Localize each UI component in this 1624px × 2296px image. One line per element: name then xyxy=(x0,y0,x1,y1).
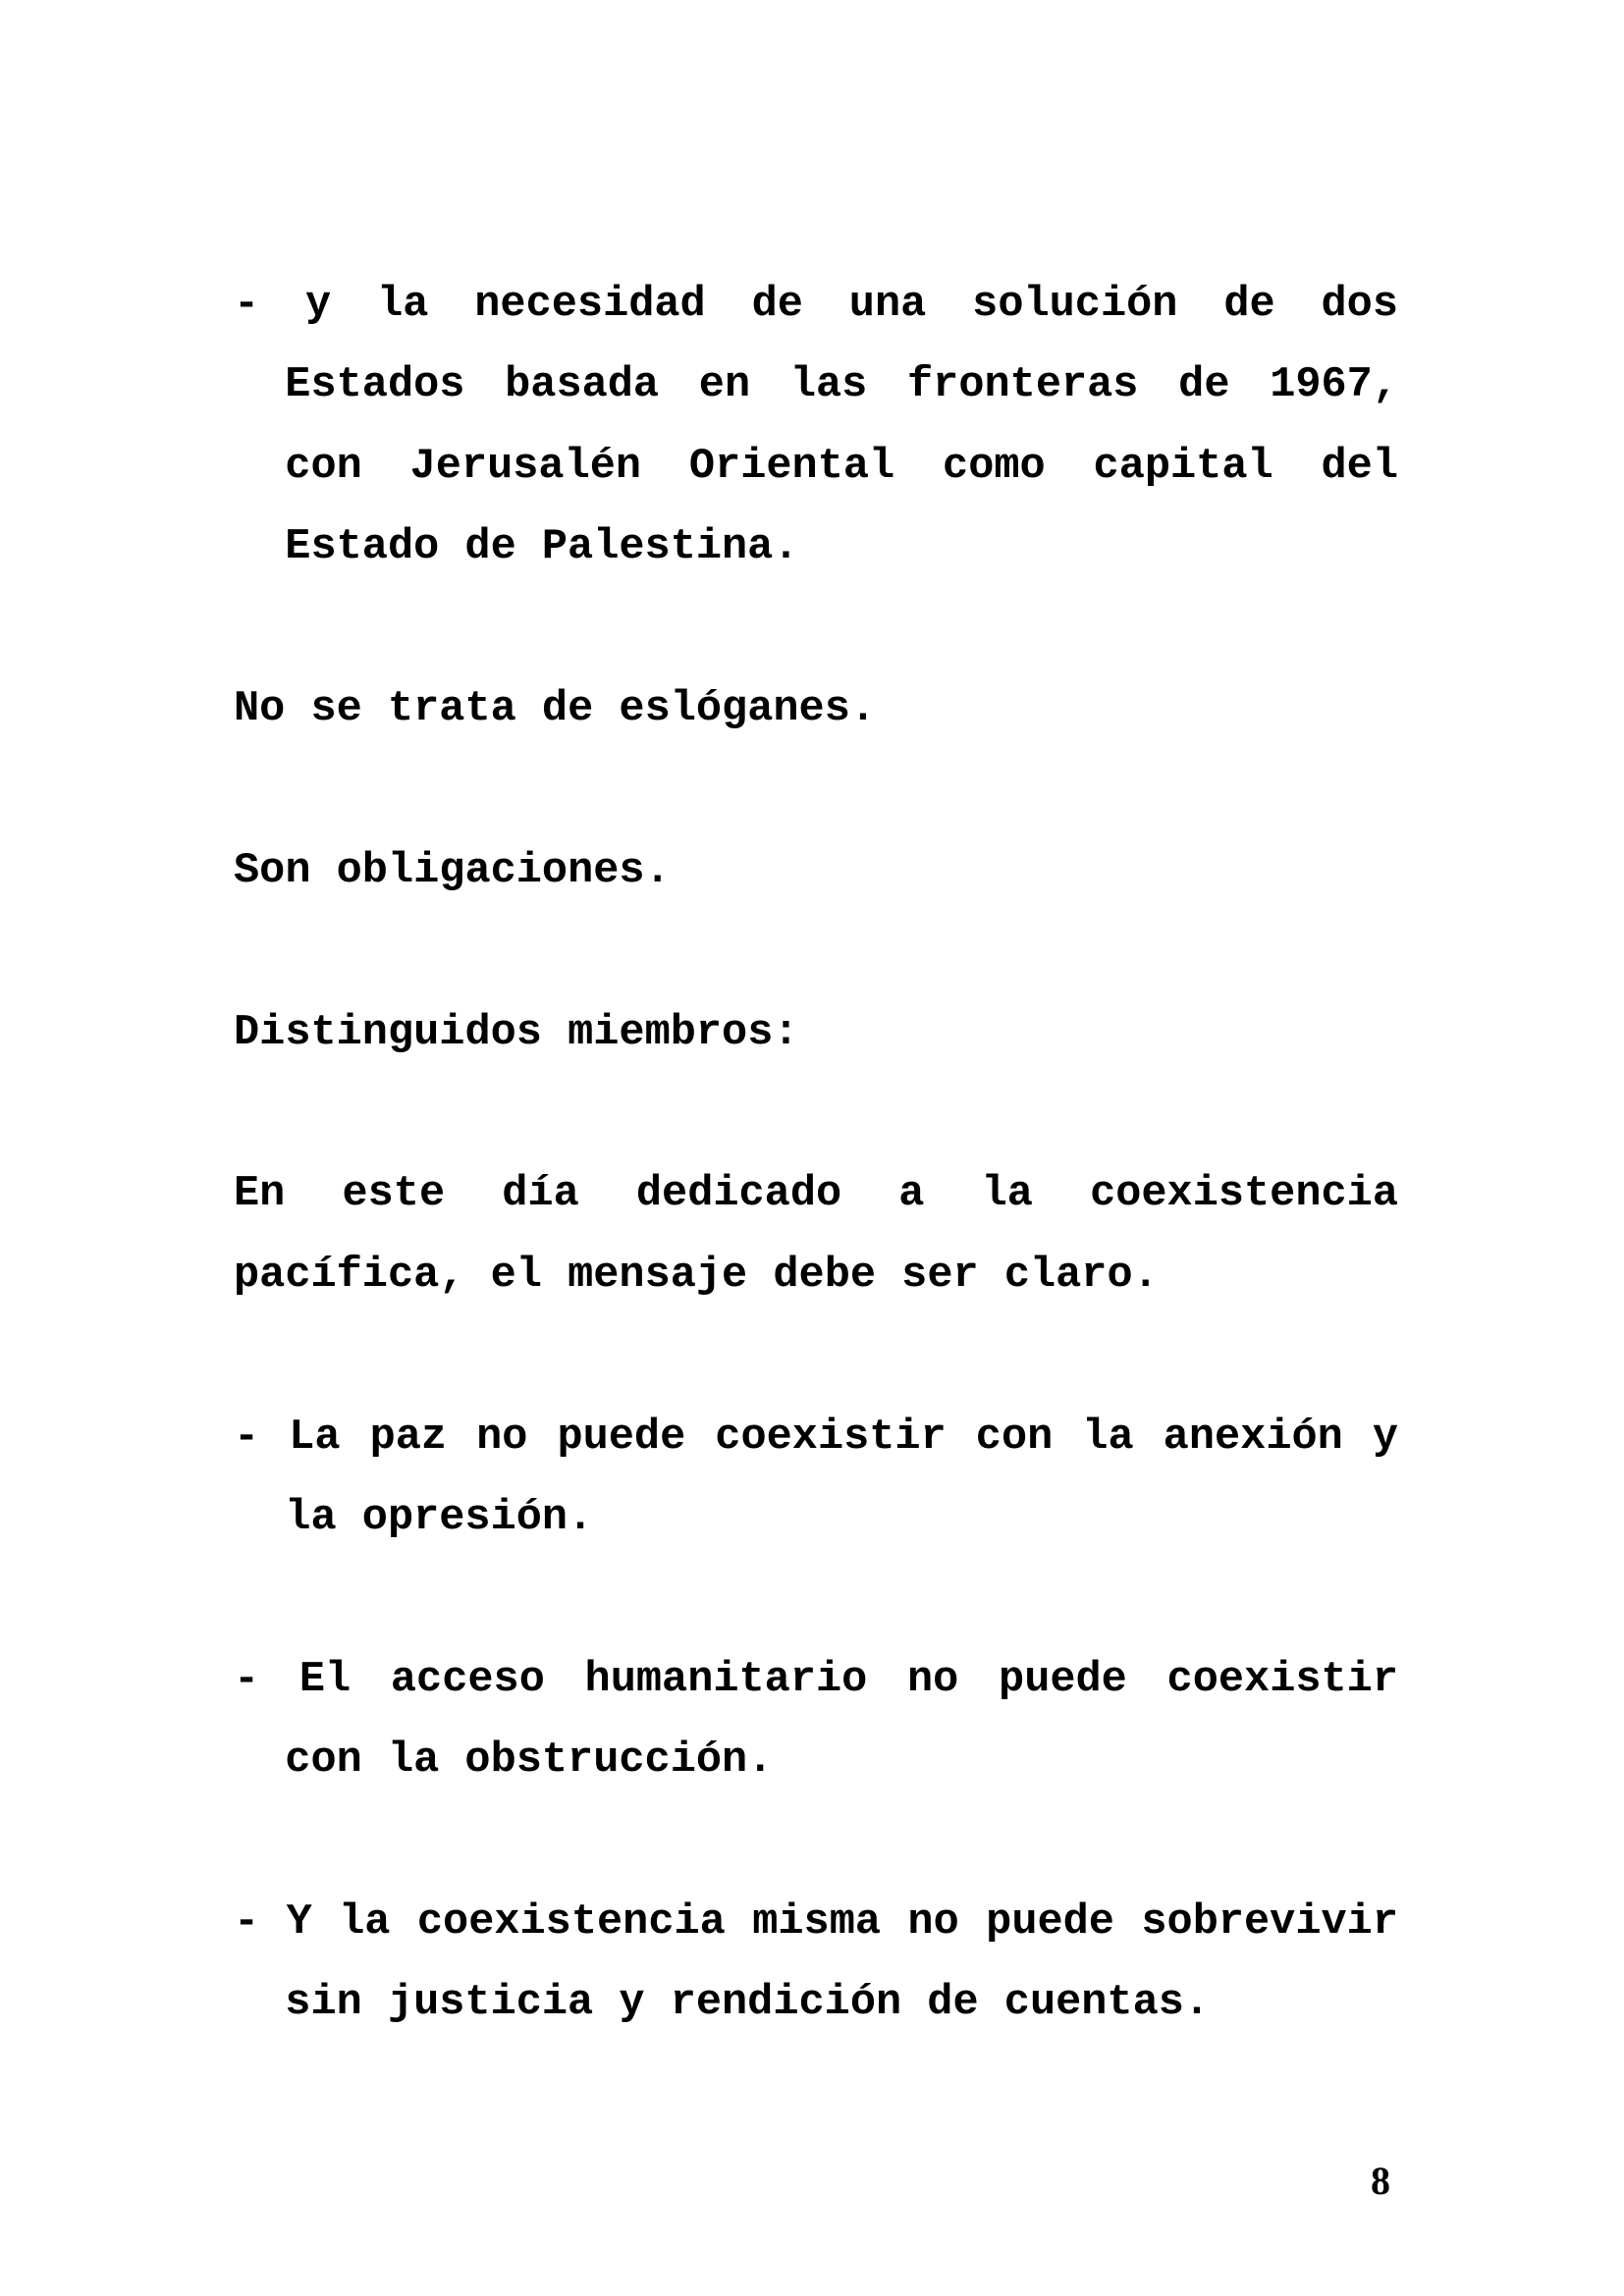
paragraph-salutation: Distinguidos miembros: xyxy=(234,1008,799,1057)
paragraph: Son obligaciones. xyxy=(234,846,671,895)
bullet-paragraph: - La paz no puede coexistir con la anexión y la opresión. xyxy=(234,1413,1398,1543)
bullet-paragraph: - y la necesidad de una solución de dos Estados basada en las fronteras de 1967, con Jerusalén Oriental como capital del Estado de Palestina. xyxy=(234,281,1398,572)
bullet-paragraph: - El acceso humanitario no puede coexistir con la obstrucción. xyxy=(234,1655,1398,1786)
paragraph: En este día dedicado a la coexistencia pacífica, el mensaje debe ser claro. xyxy=(234,1170,1398,1300)
page-number: 8 xyxy=(1371,2159,1390,2203)
bullet-paragraph: - Y la coexistencia misma no puede sobrevivir sin justicia y rendición de cuentas. xyxy=(234,1898,1398,2028)
page-body-text xyxy=(234,265,1398,2045)
paragraph: No se trata de eslóganes. xyxy=(234,685,877,734)
